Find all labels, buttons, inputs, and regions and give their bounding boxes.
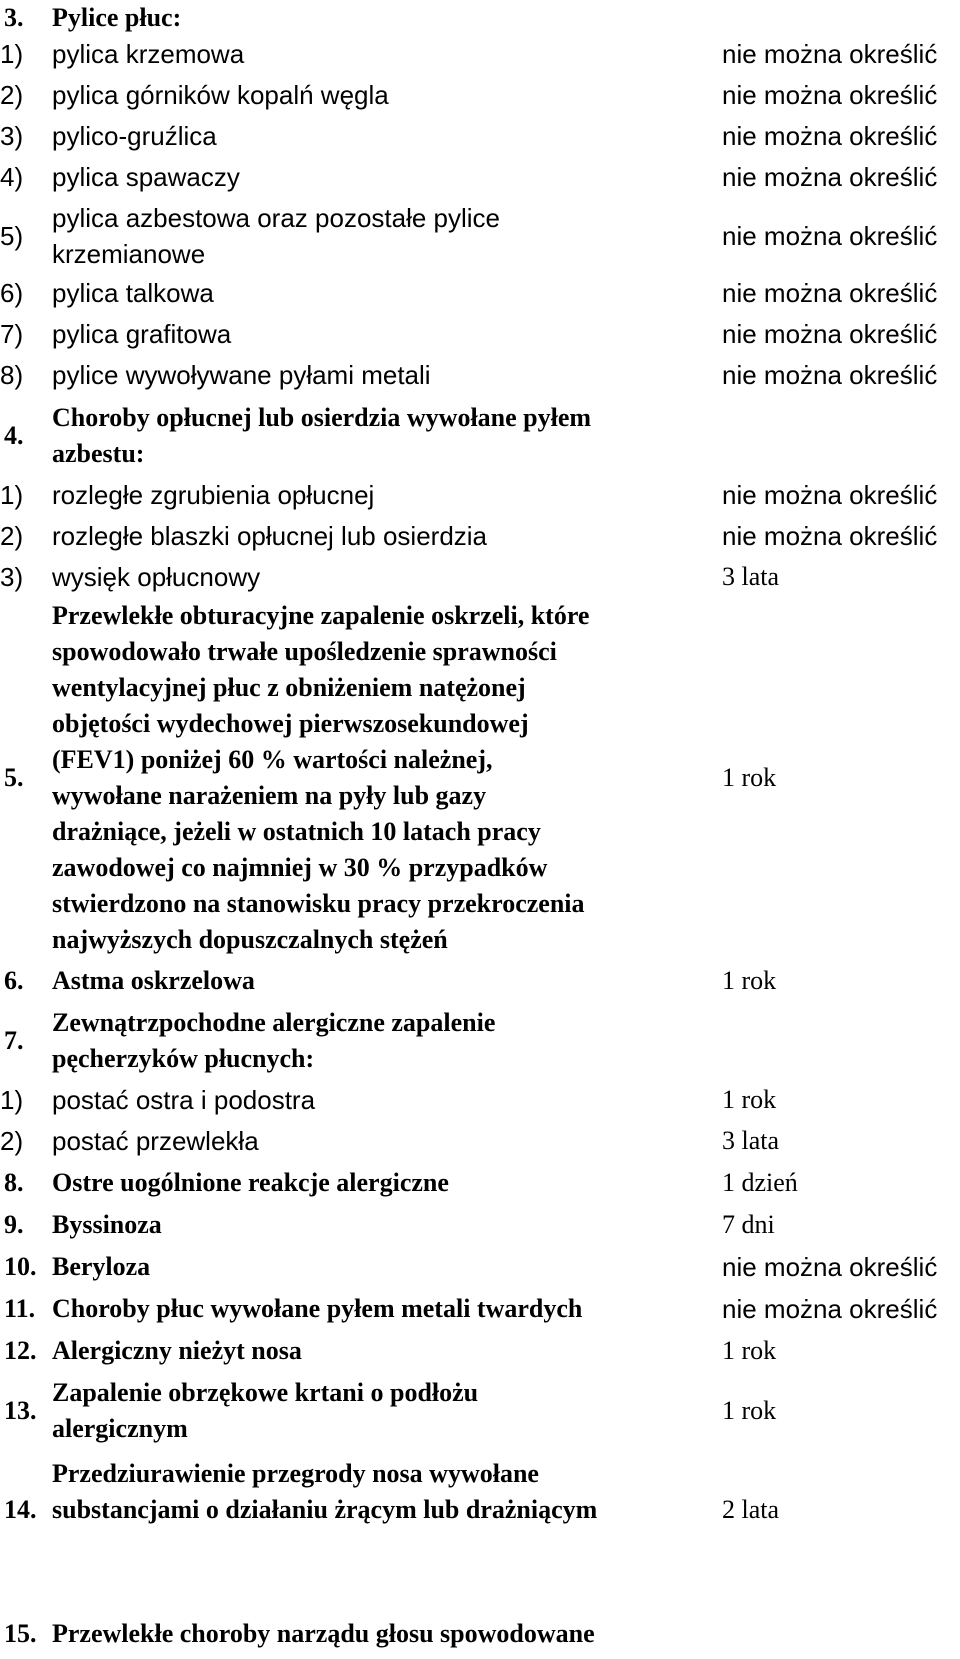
section-text-line: (FEV1) poniżej 60 % wartości należnej, xyxy=(52,745,493,774)
section-13 xyxy=(0,1375,960,1447)
section-value: nie można określić xyxy=(722,1252,938,1282)
item-value: nie można określić xyxy=(722,319,938,349)
section-title-line: pęcherzyków płucnych: xyxy=(52,1044,315,1073)
section-text-line: stwierdzono na stanowisku pracy przekroczenia xyxy=(52,889,585,918)
section-14 xyxy=(0,1456,960,1528)
item-number: 2) xyxy=(0,521,24,551)
item-text: wysięk opłucnowy xyxy=(52,562,261,592)
section-text-line: objętości wydechowej pierwszosekundowej xyxy=(52,709,529,738)
section-title-line: Przedziurawienie przegrody nosa wywołane xyxy=(52,1459,539,1488)
item-number: 3) xyxy=(0,121,24,151)
section-title-line: azbestu: xyxy=(52,439,145,468)
item-text: rozległe zgrubienia opłucnej xyxy=(52,480,375,510)
section-title: Astma oskrzelowa xyxy=(52,966,255,995)
item-value: 3 lata xyxy=(722,1126,780,1155)
item-value: nie można określić xyxy=(722,480,938,510)
section-title: Przewlekłe choroby narządu głosu spowodowane xyxy=(52,1619,595,1648)
section-number: 13. xyxy=(4,1396,37,1425)
section-title: Byssinoza xyxy=(52,1210,162,1239)
section-4-heading xyxy=(0,400,960,472)
item-value: nie można określić xyxy=(722,521,938,551)
section-title: Beryloza xyxy=(52,1252,151,1281)
section-number: 7. xyxy=(4,1026,24,1055)
section-value: 1 rok xyxy=(722,1336,777,1365)
item-text-line: krzemianowe xyxy=(52,239,206,269)
section-title-line: substancjami o działaniu żrącym lub drażniącym xyxy=(52,1495,598,1524)
item-number: 2) xyxy=(0,80,24,110)
item-text: pylica spawaczy xyxy=(52,162,240,192)
section-number: 6. xyxy=(4,966,24,995)
item-text: rozległe blaszki opłucnej lub osierdzia xyxy=(52,521,488,551)
item-number: 6) xyxy=(0,278,24,308)
section-number: 15. xyxy=(4,1619,37,1648)
section-value: 2 lata xyxy=(722,1495,780,1524)
item-value: nie można określić xyxy=(722,39,938,69)
section-number: 8. xyxy=(4,1168,24,1197)
section-5 xyxy=(0,598,960,958)
list-item xyxy=(0,200,960,272)
item-value: nie można określić xyxy=(722,360,938,390)
item-text: pylica krzemowa xyxy=(52,39,245,69)
item-number: 7) xyxy=(0,319,24,349)
item-text: pylico-gruźlica xyxy=(52,121,217,151)
item-text: pylice wywoływane pyłami metali xyxy=(52,360,431,390)
item-value: nie można określić xyxy=(722,278,938,308)
section-text-line: najwyższych dopuszczalnych stężeń xyxy=(52,925,448,954)
section-value: 7 dni xyxy=(722,1210,775,1239)
item-text: pylica grafitowa xyxy=(52,319,232,349)
section-value: 1 rok xyxy=(722,966,777,995)
section-text-line: drażniące, jeżeli w ostatnich 10 latach pracy xyxy=(52,817,541,846)
item-number: 1) xyxy=(0,1085,24,1115)
item-number: 1) xyxy=(0,39,24,69)
item-number: 3) xyxy=(0,562,24,592)
section-number: 11. xyxy=(4,1294,36,1323)
section-title-line: alergicznym xyxy=(52,1414,188,1443)
section-title: Alergiczny nieżyt nosa xyxy=(52,1336,302,1365)
item-number: 1) xyxy=(0,480,24,510)
section-value: 1 rok xyxy=(722,763,777,792)
item-value: 1 rok xyxy=(722,1085,777,1114)
item-number: 4) xyxy=(0,162,24,192)
item-value: nie można określić xyxy=(722,221,938,251)
section-text-line: spowodowało trwałe upośledzenie sprawności xyxy=(52,637,557,666)
item-value: nie można określić xyxy=(722,80,938,110)
section-text-line: zawodowej co najmniej w 30 % przypadków xyxy=(52,853,548,882)
section-title: Ostre uogólnione reakcje alergiczne xyxy=(52,1168,449,1197)
section-number: 9. xyxy=(4,1210,24,1239)
section-value: nie można określić xyxy=(722,1294,938,1324)
section-number: 4. xyxy=(4,421,24,450)
item-text: pylica górników kopalń węgla xyxy=(52,80,389,110)
item-text: postać przewlekła xyxy=(52,1126,259,1156)
section-text-line: Przewlekłe obturacyjne zapalenie oskrzeli, które xyxy=(52,601,590,630)
item-text: pylica talkowa xyxy=(52,278,214,308)
item-number: 2) xyxy=(0,1126,24,1156)
section-number: 12. xyxy=(4,1336,37,1365)
section-number: 14. xyxy=(4,1495,37,1524)
section-7-heading xyxy=(0,1005,960,1077)
item-value: nie można określić xyxy=(722,121,938,151)
item-value: 3 lata xyxy=(722,562,780,591)
item-number: 5) xyxy=(0,221,24,251)
section-value: 1 dzień xyxy=(722,1168,798,1197)
item-text: postać ostra i podostra xyxy=(52,1085,316,1115)
section-number: 5. xyxy=(4,763,24,792)
section-number: 3. xyxy=(4,3,24,32)
section-text-line: wywołane narażeniem na pyły lub gazy xyxy=(52,781,487,810)
section-title: Pylice płuc: xyxy=(52,3,182,32)
section-title-line: Zapalenie obrzękowe krtani o podłożu xyxy=(52,1378,479,1407)
section-title-line: Choroby opłucnej lub osierdzia wywołane pyłem xyxy=(52,403,592,432)
section-title-line: Zewnątrzpochodne alergiczne zapalenie xyxy=(52,1008,496,1037)
item-text-line: pylica azbestowa oraz pozostałe pylice xyxy=(52,203,501,233)
item-value: nie można określić xyxy=(722,162,938,192)
item-number: 8) xyxy=(0,360,24,390)
section-text-line: wentylacyjnej płuc z obniżeniem natężonej xyxy=(52,673,526,702)
section-value: 1 rok xyxy=(722,1396,777,1425)
section-number: 10. xyxy=(4,1252,37,1281)
section-title: Choroby płuc wywołane pyłem metali twardych xyxy=(52,1294,583,1323)
